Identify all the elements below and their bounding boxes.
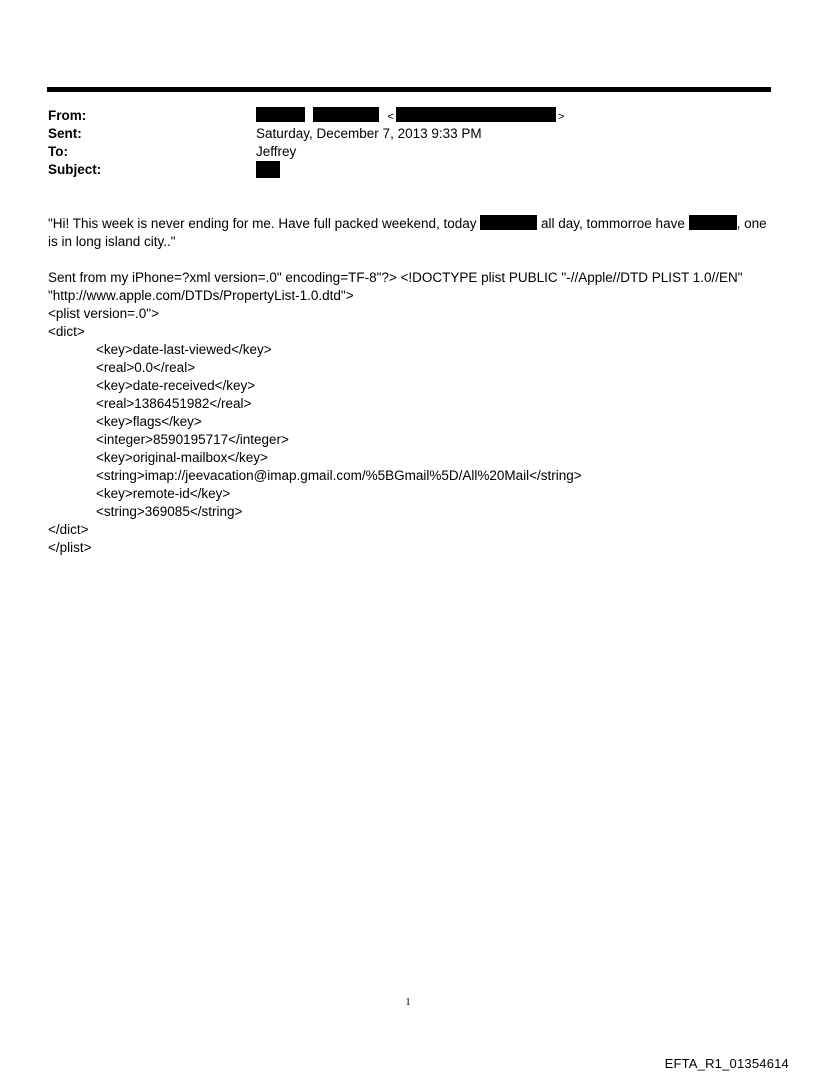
plist-line: <key>date-last-viewed</key>	[96, 342, 272, 357]
sent-value: Saturday, December 7, 2013 9:33 PM	[256, 126, 482, 141]
redaction-box	[256, 161, 280, 178]
email-open-bracket: <	[387, 111, 394, 123]
from-label: From:	[48, 108, 87, 123]
redaction-box	[396, 107, 556, 122]
plist-line: <string>369085</string>	[96, 504, 243, 519]
message-line: is in long island city.."	[48, 234, 176, 249]
document-id: EFTA_R1_01354614	[664, 1056, 789, 1071]
redaction-box	[256, 107, 305, 122]
subject-value	[256, 161, 280, 181]
signature-line: Sent from my iPhone=?xml version=.0" encoding=TF-8"?> <!DOCTYPE plist PUBLIC "-//Apple//DTD PLIST 1.0//EN"	[48, 270, 743, 285]
plist-line: <key>original-mailbox</key>	[96, 450, 268, 465]
redaction-box	[689, 215, 737, 230]
plist-line: <real>0.0</real>	[96, 360, 196, 375]
message-body	[48, 215, 773, 251]
signature-line: "http://www.apple.com/DTDs/PropertyList-1.0.dtd">	[48, 288, 354, 303]
plist-line: <string>imap://jeevacation@imap.gmail.com/%5BGmail%5D/All%20Mail</string>	[96, 468, 582, 483]
plist-line: </dict>	[48, 522, 89, 537]
subject-label: Subject:	[48, 162, 102, 177]
plist-line: <key>flags</key>	[96, 414, 202, 429]
plist-line: <real>1386451982</real>	[96, 396, 252, 411]
sent-label: Sent:	[48, 126, 82, 141]
header-rule	[47, 87, 771, 92]
redaction-box	[313, 107, 379, 122]
plist-line: <key>remote-id</key>	[96, 486, 231, 501]
signature-line: <plist version=.0">	[48, 306, 159, 321]
message-line: "Hi! This week is never ending for me. Have full packed weekend, today all day, tommorroe have , one	[48, 216, 767, 231]
page-number: 1	[405, 996, 411, 1008]
email-close-bracket: >	[557, 111, 565, 123]
plist-line: </plist>	[48, 540, 92, 555]
plist-line: <integer>8590195717</integer>	[96, 432, 289, 447]
signature-line: <dict>	[48, 324, 85, 339]
from-value	[256, 107, 564, 126]
to-label: To:	[48, 144, 68, 159]
plist-line: <key>date-received</key>	[96, 378, 256, 393]
signature-block	[48, 269, 773, 557]
redaction-box	[480, 215, 537, 230]
to-value: Jeffrey	[256, 144, 297, 159]
